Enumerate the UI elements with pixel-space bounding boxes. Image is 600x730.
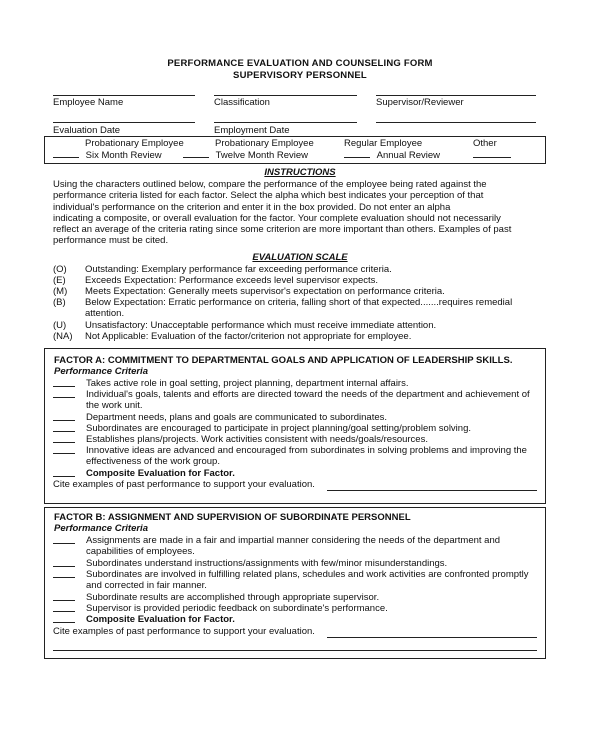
regular-employee-label: Regular Employee bbox=[344, 138, 423, 149]
rating-blank[interactable] bbox=[53, 397, 75, 398]
instructions-line: indicating a composite, or overall evaluation for the factor. Your complete evaluation should not necessarily bbox=[53, 212, 501, 224]
other-label: Other bbox=[473, 138, 497, 149]
scale-text: Meets Expectation: Generally meets supervisor's expectation on performance criteria. bbox=[85, 286, 445, 297]
instructions-line: Using the characters outlined below, compare the performance of the employee being rated against the bbox=[53, 179, 487, 190]
other-blank[interactable] bbox=[473, 149, 511, 158]
instructions-line: performance must be cited. bbox=[53, 235, 169, 247]
employee-type-box bbox=[44, 136, 546, 164]
scale-text: Below Expectation: Erratic performance on criteria, falling short of that expected.......requires remedial attention. bbox=[85, 297, 513, 320]
instructions-heading: INSTRUCTIONS bbox=[264, 167, 336, 178]
composite-label: Composite Evaluation for Factor. bbox=[86, 468, 235, 479]
rating-blank[interactable] bbox=[53, 420, 75, 421]
evaluation-date-label: Evaluation Date bbox=[53, 125, 121, 136]
annual-review-option[interactable] bbox=[344, 149, 440, 161]
factor-a-criterion bbox=[53, 389, 543, 413]
evaluation-date-line[interactable] bbox=[53, 122, 195, 123]
rating-blank[interactable] bbox=[53, 431, 75, 432]
rating-blank[interactable] bbox=[53, 386, 75, 387]
rating-blank[interactable] bbox=[53, 600, 75, 601]
twelve-month-blank[interactable] bbox=[183, 149, 209, 158]
factor-b-cite-line[interactable] bbox=[327, 637, 537, 638]
criterion-text: Takes active role in goal setting, project planning, department internal affairs. bbox=[86, 378, 409, 389]
scale-item-below bbox=[53, 297, 543, 321]
criterion-text: Innovative ideas are advanced and encouraged from subordinates in solving problems and improving the effectiveness of the work group. bbox=[86, 445, 527, 468]
rating-blank[interactable] bbox=[53, 611, 75, 612]
scale-code: (U) bbox=[53, 320, 67, 331]
probationary-label-2: Probationary Employee bbox=[215, 138, 314, 149]
form-subtitle: SUPERVISORY PERSONNEL bbox=[233, 70, 367, 81]
scale-code: (NA) bbox=[53, 331, 73, 342]
annual-blank[interactable] bbox=[344, 149, 370, 158]
criterion-text: Subordinates are encouraged to participate in project planning/goal setting/problem solving. bbox=[86, 423, 471, 434]
scale-code: (B) bbox=[53, 297, 66, 308]
factor-a-cite-label: Cite examples of past performance to support your evaluation. bbox=[53, 479, 315, 490]
instructions-line: reflect an average of the criteria rating since some criterion are more important than others. Examples of past bbox=[53, 224, 512, 236]
factor-b-criterion bbox=[53, 569, 543, 593]
twelve-month-label: Twelve Month Review bbox=[215, 150, 309, 161]
factor-b-criterion bbox=[53, 535, 543, 559]
factor-b-cite-label: Cite examples of past performance to support your evaluation. bbox=[53, 626, 315, 637]
employee-name-label: Employee Name bbox=[53, 97, 124, 108]
criterion-text: Subordinate results are accomplished through appropriate supervisor. bbox=[86, 592, 380, 603]
criterion-text: Supervisor is provided periodic feedback on subordinate's performance. bbox=[86, 603, 388, 614]
employment-date-label: Employment Date bbox=[214, 125, 290, 136]
factor-b-box bbox=[44, 507, 546, 659]
criterion-text: Subordinates understand instructions/assignments with few/minor misunderstandings. bbox=[86, 558, 448, 569]
instructions-line: individual's performance on the criterion and enter it in the box provided. Do not enter an alpha bbox=[53, 201, 451, 213]
rating-blank[interactable] bbox=[53, 566, 75, 567]
instructions-line: performance criteria listed for each factor. Select the alpha which best indicates your perception of that bbox=[53, 190, 484, 202]
rating-blank[interactable] bbox=[53, 442, 75, 443]
factor-b-composite bbox=[53, 614, 543, 626]
criterion-text: Department needs, plans and goals are communicated to subordinates. bbox=[86, 412, 388, 423]
evaluation-scale-heading: EVALUATION SCALE bbox=[252, 252, 348, 263]
rating-blank[interactable] bbox=[53, 453, 75, 454]
criterion-text: Individual's goals, talents and efforts are directed toward the needs of the department and achievement of the work unit. bbox=[86, 389, 530, 412]
scale-text: Not Applicable: Evaluation of the factor/criterion not appropriate for employee. bbox=[85, 331, 412, 342]
six-month-blank[interactable] bbox=[53, 149, 79, 158]
scale-code: (E) bbox=[53, 275, 66, 286]
six-month-review-option[interactable] bbox=[53, 149, 162, 161]
factor-a-box bbox=[44, 348, 546, 504]
scale-code: (O) bbox=[53, 264, 67, 275]
factor-a-cite-line[interactable] bbox=[327, 490, 537, 491]
rating-blank[interactable] bbox=[53, 577, 75, 578]
factor-a-criteria-label: Performance Criteria bbox=[54, 366, 148, 377]
scale-text: Outstanding: Exemplary performance far exceeding performance criteria. bbox=[85, 264, 392, 275]
employee-name-line[interactable] bbox=[53, 95, 195, 96]
factor-a-criterion bbox=[53, 445, 543, 469]
probationary-label-1: Probationary Employee bbox=[85, 138, 184, 149]
scale-text: Unsatisfactory: Unacceptable performance which must receive immediate attention. bbox=[85, 320, 437, 331]
twelve-month-review-option[interactable] bbox=[183, 149, 308, 161]
criterion-text: Subordinates are involved in fulfilling related plans, schedules and work activities are confronted promptly and corrected in fair manner. bbox=[86, 569, 529, 592]
employment-date-line[interactable] bbox=[214, 122, 357, 123]
composite-blank[interactable] bbox=[53, 622, 75, 623]
instructions-text bbox=[53, 179, 539, 247]
composite-blank[interactable] bbox=[53, 476, 75, 477]
form-title: PERFORMANCE EVALUATION AND COUNSELING FORM bbox=[167, 58, 433, 69]
scale-code: (M) bbox=[53, 286, 68, 297]
factor-b-criteria-label: Performance Criteria bbox=[54, 523, 148, 534]
criterion-text: Assignments are made in a fair and impartial manner considering the needs of the department and capabilities of employees. bbox=[86, 535, 501, 558]
composite-label: Composite Evaluation for Factor. bbox=[86, 614, 235, 625]
annual-label: Annual Review bbox=[376, 150, 441, 161]
factor-a-title: FACTOR A: COMMITMENT TO DEPARTMENTAL GOALS AND APPLICATION OF LEADERSHIP SKILLS. bbox=[54, 355, 513, 366]
supervisor-line[interactable] bbox=[376, 95, 536, 96]
criterion-text: Establishes plans/projects. Work activities consistent with needs/goals/resources. bbox=[86, 434, 428, 445]
other-option[interactable] bbox=[473, 149, 511, 161]
classification-label: Classification bbox=[214, 97, 270, 108]
six-month-label: Six Month Review bbox=[85, 150, 162, 161]
extra-line[interactable] bbox=[376, 122, 536, 123]
rating-blank[interactable] bbox=[53, 543, 75, 544]
classification-line[interactable] bbox=[214, 95, 357, 96]
scale-text: Exceeds Expectation: Performance exceeds level supervisor expects. bbox=[85, 275, 379, 286]
supervisor-label: Supervisor/Reviewer bbox=[376, 97, 464, 108]
factor-b-title: FACTOR B: ASSIGNMENT AND SUPERVISION OF SUBORDINATE PERSONNEL bbox=[54, 512, 411, 523]
scale-item-not-applicable bbox=[53, 331, 543, 343]
factor-b-cite-line-2[interactable] bbox=[53, 650, 537, 651]
